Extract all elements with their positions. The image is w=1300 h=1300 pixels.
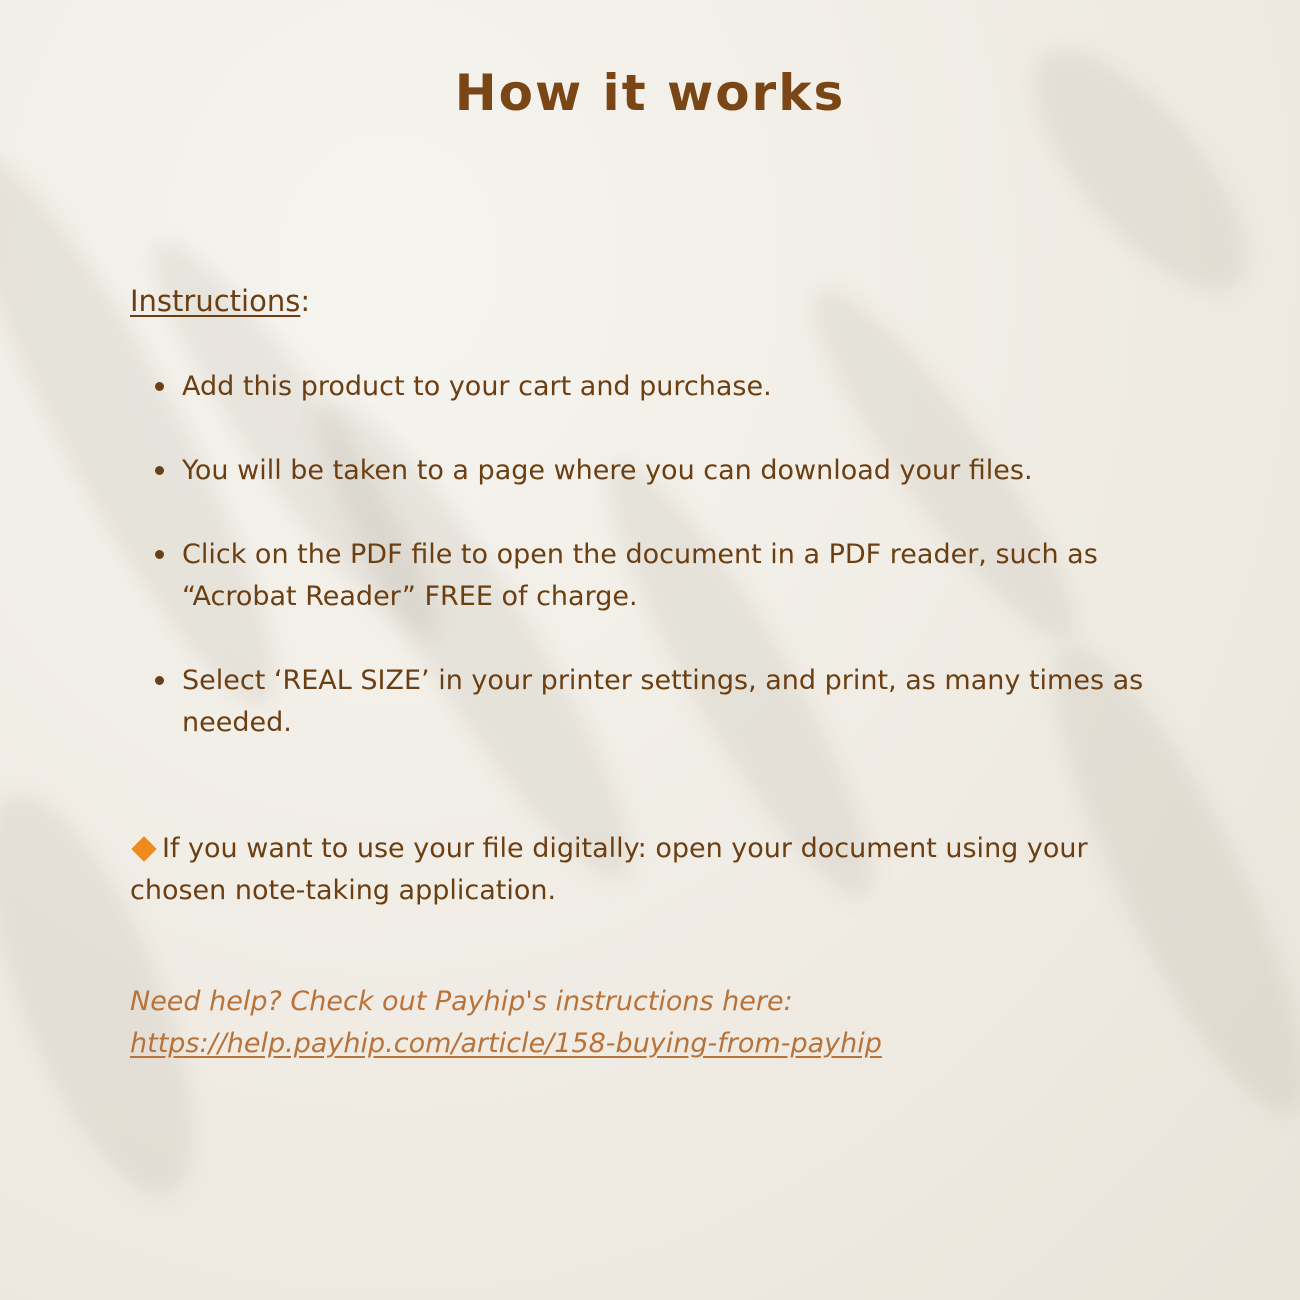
instructions-label: Instructions <box>130 284 301 318</box>
help-section <box>130 981 1230 1065</box>
digital-note-text: If you want to use your file digitally: open your document using your chosen note-taking application. <box>130 833 1088 906</box>
instructions-colon: : <box>300 284 311 318</box>
step-text: Select ‘REAL SIZE’ in your printer settings, and print, as many times as needed. <box>182 665 1144 738</box>
step-text: You will be taken to a page where you can download your files. <box>182 455 1033 486</box>
list-item <box>130 534 1190 618</box>
instructions-list <box>130 366 1190 786</box>
list-item <box>130 660 1190 744</box>
bullet-dot-icon <box>155 466 164 475</box>
bullet-dot-icon <box>155 382 164 391</box>
step-text: Add this product to your cart and purchase. <box>182 371 772 402</box>
list-item <box>130 366 1190 408</box>
digital-use-note <box>130 828 1170 912</box>
instructions-heading <box>130 284 310 318</box>
help-text: Need help? Check out Payhip's instructions here: <box>130 986 793 1017</box>
bullet-dot-icon <box>155 550 164 559</box>
step-text: Click on the PDF file to open the document in a PDF reader, such as “Acrobat Reader” FREE of charge. <box>182 539 1098 612</box>
page-title: How it works <box>454 64 846 122</box>
list-item <box>130 450 1190 492</box>
orange-diamond-icon <box>131 836 156 861</box>
bullet-dot-icon <box>155 676 164 685</box>
help-link[interactable]: https://help.payhip.com/article/158-buying-from-payhip <box>130 1028 882 1059</box>
